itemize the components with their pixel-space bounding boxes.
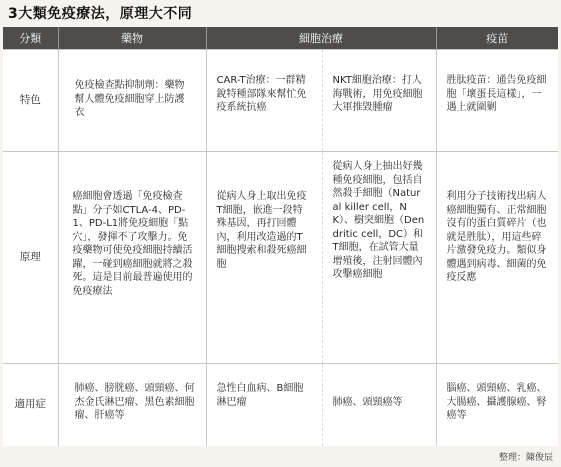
text-indications-cart: 急性白血病、B細胞淋巴瘤 xyxy=(216,383,304,408)
row-principle xyxy=(3,152,558,364)
text-characteristics-drug: 免疫檢查點抑制劑：藥物幫人體免疫細胞穿上防護衣 xyxy=(74,80,185,118)
cell-principle-nkt xyxy=(322,152,436,364)
text-characteristics-nkt: NKT細胞治療：打人海戰術，用免疫細胞大軍推毀腫瘤 xyxy=(332,75,423,113)
text-principle-drug: 癌細胞會透過「免疫檢查點」分子如CTLA-4、PD-1、PD-L1將免疫細胞「點穴」，發揮不了攻擊力。免疫藥物可使免疫細胞持續活躍，一碰到癌細胞就將之殺死。這是目前最普遍使用的免疫療法 xyxy=(72,191,193,297)
cell-characteristics-vaccine xyxy=(436,50,558,152)
cell-indications-drug xyxy=(58,364,206,446)
text-indications-vaccine: 腦癌、頭頸癌、乳癌、大腸癌、攝護腺癌、腎癌等 xyxy=(446,383,547,421)
cell-indications-vaccine xyxy=(436,364,558,446)
row-label-principle: 原理 xyxy=(3,152,58,364)
text-characteristics-cart: CAR-T治療：一群精銳特種部隊來幫忙免疫系統抗癌 xyxy=(216,75,307,113)
row-label-characteristics: 特色 xyxy=(3,50,58,152)
cell-principle-cart xyxy=(206,152,322,364)
source-credit: 整理：陳俊辰 xyxy=(498,453,553,463)
header-drug: 藥物 xyxy=(58,27,206,50)
text-indications-drug: 肺癌、膀胱癌、頭頸癌、何杰金氏淋巴瘤、黑色素細胞瘤、肝癌等 xyxy=(74,383,195,421)
row-label-indications: 適用症 xyxy=(3,364,58,446)
row-characteristics xyxy=(3,50,558,152)
text-characteristics-vaccine: 胜肽疫苗：通告免疫細胞「壞蛋長這樣」，一遇上就圍剿 xyxy=(446,75,547,113)
text-principle-nkt: 從病人身上抽出好幾種免疫細胞，包括自然殺手細胞（Natural killer cell，NK）、樹突細胞（Dendritic cell，DC）和T細胞，在試管大量增殖後，注射回體內攻擊癌細胞 xyxy=(332,161,425,280)
header-category: 分類 xyxy=(3,27,58,50)
text-principle-vaccine: 利用分子技術找出病人癌細胞獨有、正常細胞沒有的蛋白質碎片（也就是胜肽），用這些碎片激發免疫力。類似身體遇到病毒、細菌的免疫反應 xyxy=(446,191,547,283)
text-principle-cart: 從病人身上取出免疫T細胞，嵌進一段特殊基因，再打回體內，利用改造過的T細胞搜索和殺死癌細胞 xyxy=(216,191,307,270)
row-indications xyxy=(3,364,558,446)
text-indications-nkt: 肺癌、頭頸癌等 xyxy=(332,397,403,408)
cell-indications-nkt xyxy=(322,364,436,446)
immunotherapy-comparison-table xyxy=(3,27,558,446)
cell-characteristics-cart xyxy=(206,50,322,152)
cell-characteristics-nkt xyxy=(322,50,436,152)
cell-characteristics-drug xyxy=(58,50,206,152)
cell-principle-vaccine xyxy=(436,152,558,364)
page-title: 3大類免疫療法，原理大不同 xyxy=(8,6,193,22)
cell-indications-cart xyxy=(206,364,322,446)
header-row xyxy=(3,27,558,50)
header-vaccine: 疫苗 xyxy=(436,27,558,50)
cell-principle-drug xyxy=(58,152,206,364)
header-cell-therapy: 細胞治療 xyxy=(206,27,436,50)
